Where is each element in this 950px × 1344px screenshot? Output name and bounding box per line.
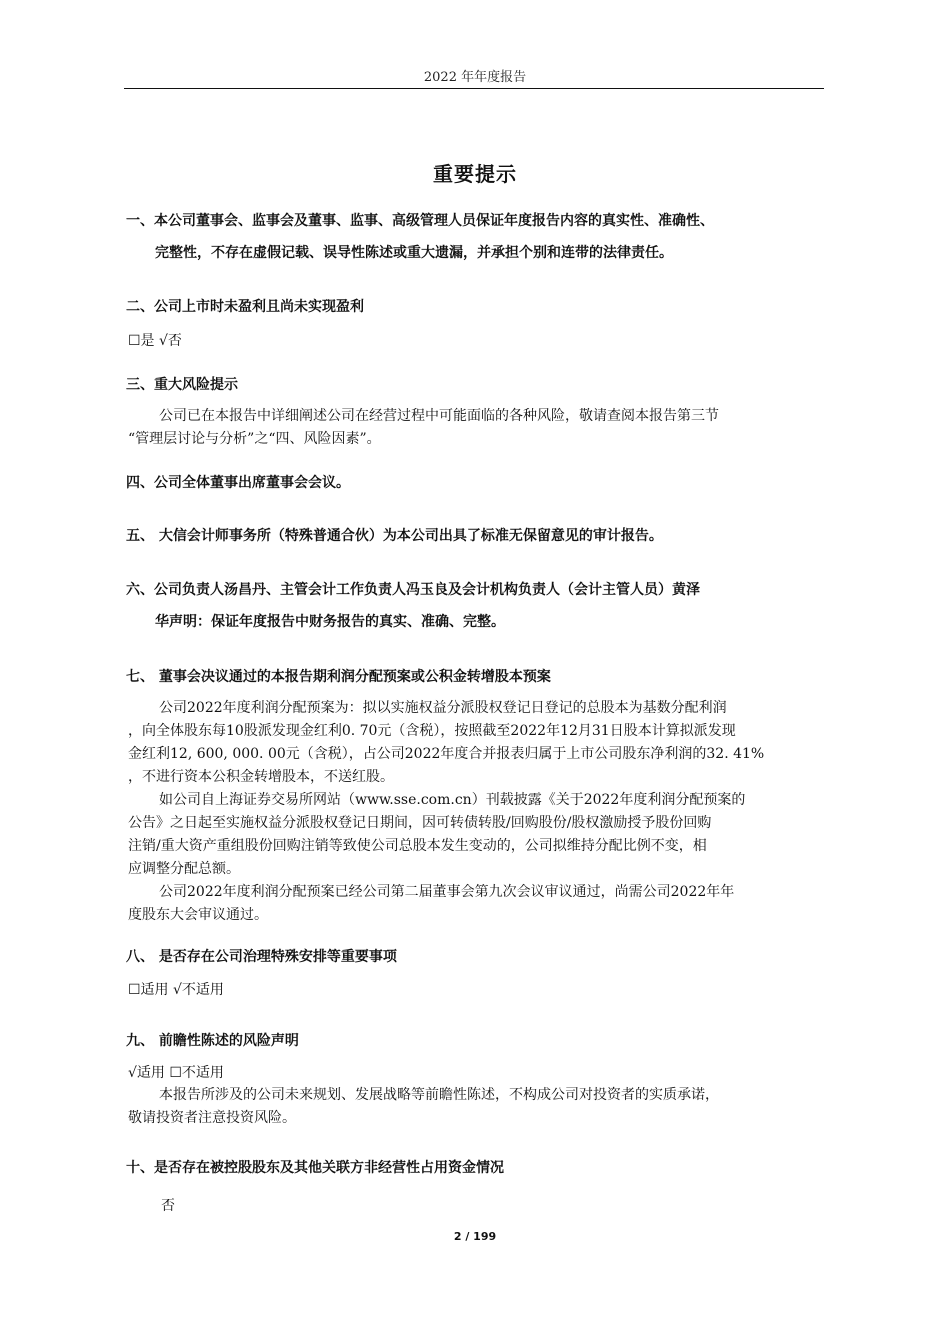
header-rule <box>124 88 824 89</box>
section-1-line-2: 完整性，不存在虚假记载、误导性陈述或重大遗漏，并承担个别和连带的法律责任。 <box>155 245 673 261</box>
section-1-line-1: 一、本公司董事会、监事会及董事、监事、高级管理人员保证年度报告内容的真实性、准确性、 <box>126 213 714 229</box>
section-7-heading: 七、 董事会决议通过的本报告期利润分配预案或公积金转增股本预案 <box>126 669 551 685</box>
section-7-line-8: 应调整分配总额。 <box>128 861 240 877</box>
section-10-heading: 十、是否存在被控股股东及其他关联方非经营性占用资金情况 <box>126 1160 504 1176</box>
page-number: 2 / 199 <box>453 1230 497 1243</box>
section-7-line-3: 金红利12, 600, 000. 00元（含税），占公司2022年度合并报表归属于上市公司股东净利润的32. 41% <box>128 746 765 762</box>
section-9-line-1: 本报告所涉及的公司未来规划、发展战略等前瞻性陈述，不构成公司对投资者的实质承诺， <box>159 1087 719 1103</box>
section-7-line-1: 公司2022年度利润分配预案为：拟以实施权益分派股权登记日登记的总股本为基数分配利润 <box>159 700 727 716</box>
section-3-heading: 三、重大风险提示 <box>126 377 238 393</box>
section-4-heading: 四、公司全体董事出席董事会会议。 <box>126 475 350 491</box>
section-6-line-2: 华声明：保证年度报告中财务报告的真实、准确、完整。 <box>155 614 505 630</box>
section-9-line-2: 敬请投资者注意投资风险。 <box>128 1110 296 1126</box>
section-8-heading: 八、 是否存在公司治理特殊安排等重要事项 <box>126 949 397 965</box>
section-9-heading: 九、 前瞻性陈述的风险声明 <box>126 1033 299 1049</box>
section-7-line-2: ，向全体股东每10股派发现金红利0. 70元（含税），按照截至2022年12月31日股本计算拟派发现 <box>128 723 736 739</box>
section-9-options: √适用 ☐不适用 <box>128 1065 224 1081</box>
section-2-options: ☐是 √否 <box>128 333 182 349</box>
section-7-line-9: 公司2022年度利润分配预案已经公司第二届董事会第九次会议审议通过，尚需公司2022年年 <box>159 884 735 900</box>
section-2-heading: 二、公司上市时未盈利且尚未实现盈利 <box>126 299 364 315</box>
section-3-line-2: “管理层讨论与分析”之“四、风险因素”。 <box>128 431 381 447</box>
section-7-line-6: 公告》之日起至实施权益分派股权登记日期间，因可转债转股/回购股份/股权激励授予股份回购 <box>128 815 712 831</box>
section-3-line-1: 公司已在本报告中详细阐述公司在经营过程中可能面临的各种风险，敬请查阅本报告第三节 <box>159 408 719 424</box>
section-5-heading: 五、 大信会计师事务所（特殊普通合伙）为本公司出具了标准无保留意见的审计报告。 <box>126 528 663 544</box>
section-7-line-5: 如公司自上海证券交易所网站（www.sse.com.cn）刊载披露《关于2022年度利润分配预案的 <box>159 792 746 808</box>
section-7-line-4: ，不进行资本公积金转增股本，不送红股。 <box>128 769 394 785</box>
running-header: 2022 年年度报告 <box>423 70 527 85</box>
section-8-options: ☐适用 √不适用 <box>128 982 224 998</box>
page-title: 重要提示 <box>433 162 517 186</box>
section-10-answer: 否 <box>161 1198 175 1214</box>
section-7-line-7: 注销/重大资产重组股份回购注销等致使公司总股本发生变动的，公司拟维持分配比例不变，相 <box>128 838 707 854</box>
section-7-line-10: 度股东大会审议通过。 <box>128 907 268 923</box>
section-6-line-1: 六、公司负责人汤昌丹、主管会计工作负责人冯玉良及会计机构负责人（会计主管人员）黄泽 <box>126 582 700 598</box>
